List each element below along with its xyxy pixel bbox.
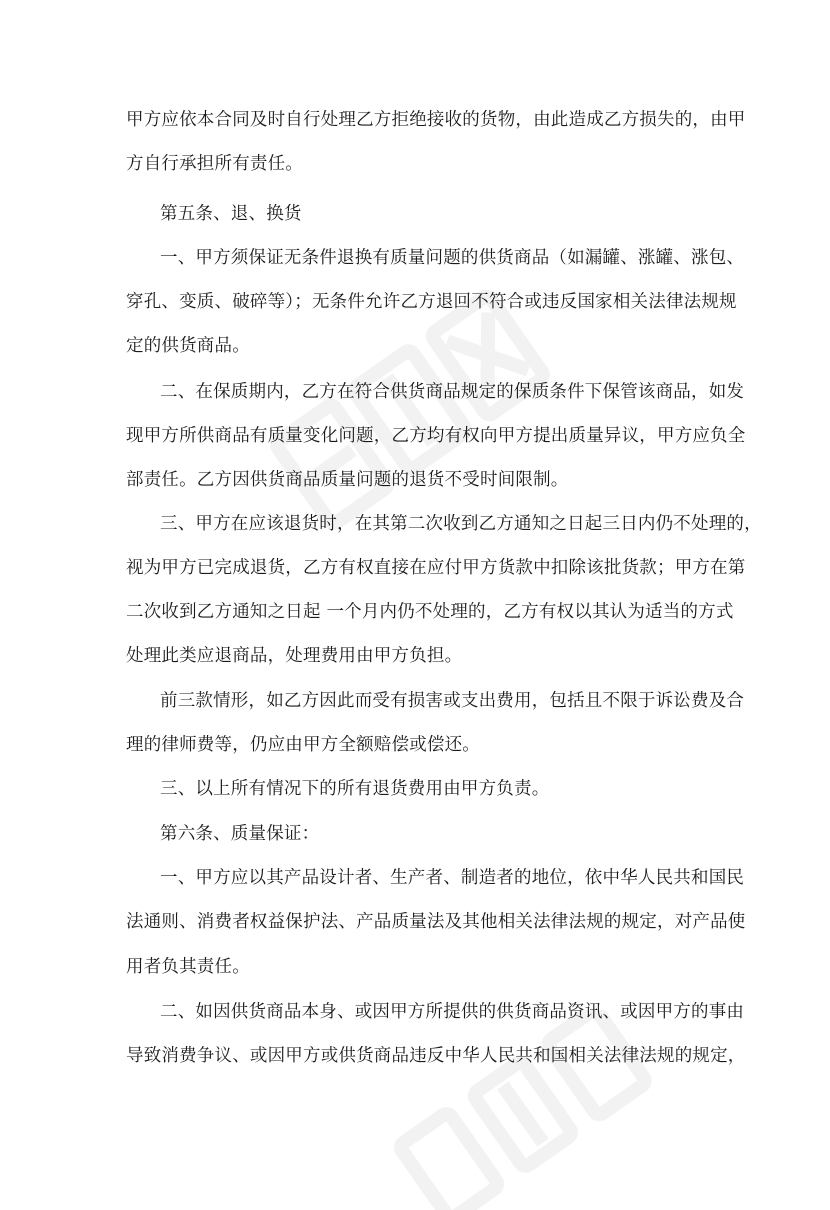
body-text-line: 二、如因供货商品本身、或因甲方所提供的供货商品资讯、或因甲方的事由: [160, 1002, 745, 1022]
body-text-line: 部责任。乙方因供货商品质量问题的退货不受时间限制。: [126, 470, 569, 490]
watermark-seal-icon: [370, 1010, 670, 1210]
body-text-line: 前三款情形，如乙方因此而受有损害或支出费用，包括且不限于诉讼费及合: [160, 691, 745, 711]
body-text-line: 理的律师费等，仍应由甲方全额赔偿或偿还。: [126, 735, 480, 755]
section-heading: 第六条、质量保证：: [160, 824, 320, 844]
body-text-line: 三、以上所有情况下的所有退货费用由甲方负责。: [160, 779, 550, 799]
body-text-line: 导致消费争议、或因甲方或供货商品违反中华人民共和国相关法律法规的规定，: [126, 1046, 746, 1066]
body-text-line: 三、甲方在应该退货时，在其第二次收到乙方通知之日起三日内仍不处理的，: [160, 514, 762, 534]
body-text-line: 视为甲方已完成退货，乙方有权直接在应付甲方货款中扣除该批货款；甲方在第: [126, 558, 746, 578]
body-text-line: 处理此类应退商品，处理费用由甲方负担。: [126, 646, 463, 666]
body-text-line: 二、在保质期内，乙方在符合供货商品规定的保质条件下保管该商品，如发: [160, 382, 745, 402]
body-text-line: 方自行承担所有责任。: [126, 154, 303, 174]
body-text-line: 法通则、消费者权益保护法、产品质量法及其他相关法律法规的规定，对产品使: [126, 912, 746, 932]
body-text-line: 一、甲方应以其产品设计者、生产者、制造者的地位，依中华人民共和国民: [160, 868, 745, 888]
body-text-line: 一、甲方须保证无条件退换有质量问题的供货商品（如漏罐、涨罐、涨包、: [160, 248, 745, 268]
body-text-line: 穿孔、变质、破碎等）；无条件允许乙方退回不符合或违反国家相关法律法规规: [126, 292, 737, 312]
body-text-line: 定的供货商品。: [126, 336, 250, 356]
section-heading: 第五条、退、换货: [160, 204, 302, 224]
body-text-line: 二次收到乙方通知之日起 一个月内仍不处理的，乙方有权以其认为适当的方式: [126, 602, 734, 622]
body-text-line: 现甲方所供商品有质量变化问题，乙方均有权向甲方提出质量异议，甲方应负全: [126, 426, 746, 446]
body-text-line: 甲方应依本合同及时自行处理乙方拒绝接收的货物，由此造成乙方损失的，由甲: [126, 110, 746, 130]
body-text-line: 用者负其责任。: [126, 957, 250, 977]
